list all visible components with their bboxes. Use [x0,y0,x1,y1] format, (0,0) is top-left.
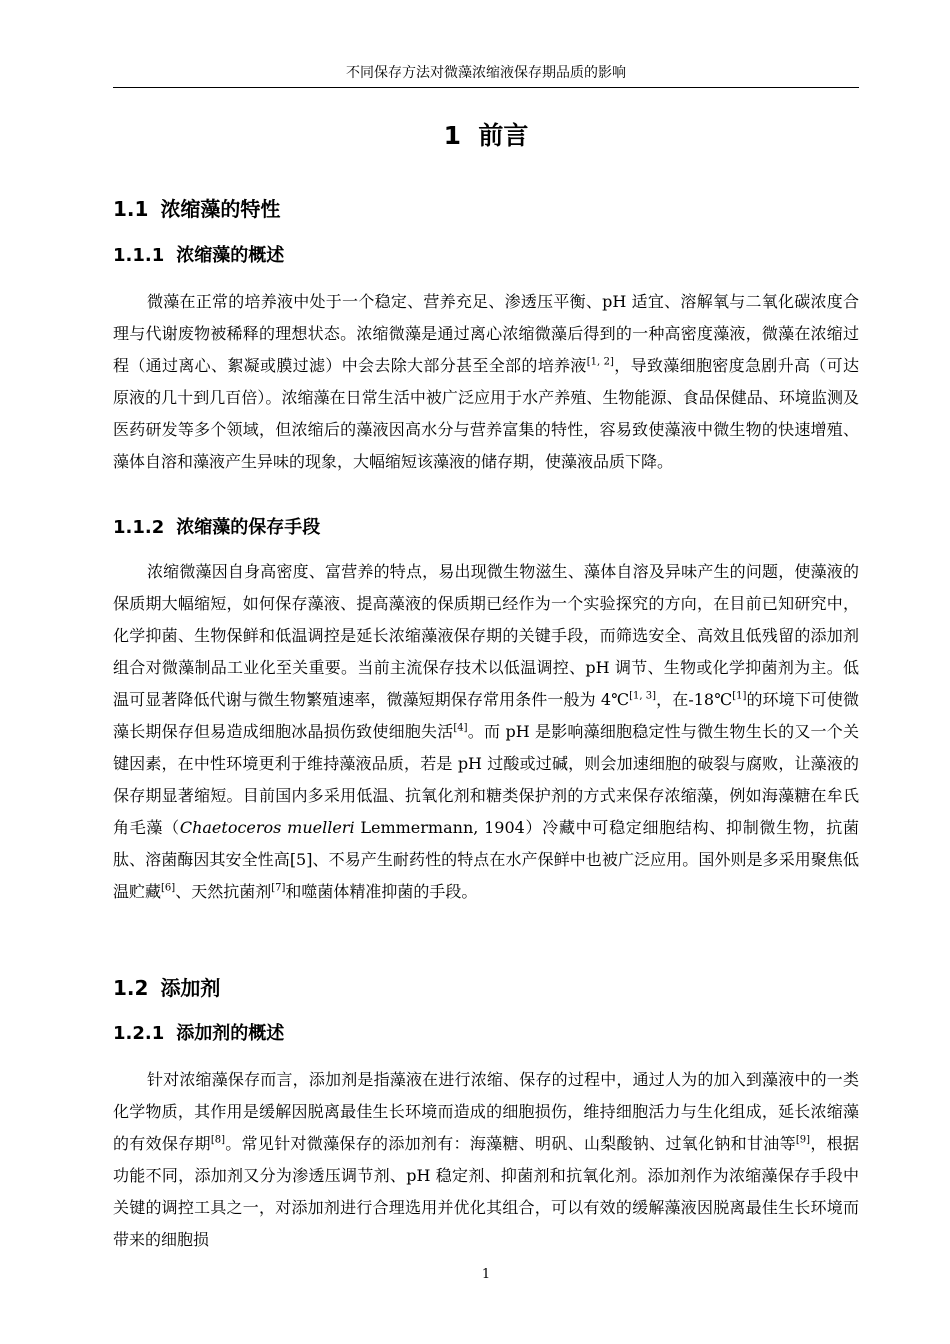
chapter-number: 1 [443,121,461,150]
section-heading-1-1 [113,194,280,224]
paragraph-text: Lemmermann, 1904）冷藏中可稳定细胞结构、抑制微生物，抗菌肽、溶菌酶因其安全性高[5]、不易产生耐药性的特点在水产保鲜中也被广泛应用。国外则是多采用聚焦低温贮藏 [113,818,859,901]
citation: [1] [732,690,747,702]
paragraph-1-1-1 [113,286,859,478]
paragraph-text: 的环境下可使微藻长期保存但易造成细胞冰晶损伤致使细胞失活 [113,690,859,741]
section-number: 1.1 [113,197,149,221]
page-number: 1 [481,1267,491,1282]
subsection-title: 浓缩藻的概述 [176,245,285,266]
subsection-heading-1-1-2 [113,514,320,542]
header-rule [113,87,859,88]
paragraph-text: 。常见针对微藻保存的添加剂有：海藻糖、明矾、山梨酸钠、过氧化钠和甘油等 [225,1134,796,1153]
citation: [7] [271,882,286,894]
citation: [4] [453,722,468,734]
paragraph-text: ，导致藻细胞密度急剧升高（可达原液的几十到几百倍）。浓缩藻在日常生活中被广泛应用于水产养殖、生物能源、食品保健品、环境监测及医药研发等多个领域，但浓缩后的藻液因高水分与营养富集的特性，容易致使藻液中微生物的快速增殖、藻体自溶和藻液产生异味的现象，大幅缩短该藻液的储存期，使藻液品质下降。 [113,356,859,471]
subsection-number: 1.2.1 [113,1023,165,1044]
paragraph-text: 、天然抗菌剂 [175,882,272,901]
section-heading-1-2 [113,973,220,1003]
paragraph-1-1-2 [113,556,859,908]
paragraph-text: ，在-18℃ [656,690,733,709]
citation: [6] [161,882,176,894]
paragraph-text: 针对浓缩藻保存而言，添加剂是指藻液在进行浓缩、保存的过程中，通过人为的加入到藻液中的一类化学物质，其作用是缓解因脱离最佳生长环境而造成的细胞损伤，维持细胞活力与生化组成，延长浓缩藻的有效保存期 [113,1070,859,1153]
subsection-heading-1-1-1 [113,242,284,270]
citation: [9] [795,1134,811,1146]
paragraph-text: 。而 pH 是影响藻细胞稳定性与微生物生长的又一个关键因素，在中性环境更利于维持藻液品质，若是 pH 过酸或过碱，则会加速细胞的破裂与腐败，让藻液的保存期显著缩短。目前国内多采用低温、抗氧化剂和糖类保护剂的方式来保存浓缩藻，例如海藻糖在牟氏角毛藻（ [113,722,859,837]
running-header: 不同保存方法对微藻浓缩液保存期品质的影响 [346,65,626,81]
paragraph-1-2-1 [113,1064,859,1256]
section-title: 添加剂 [160,976,221,1000]
paragraph-text: 和噬菌体精准抑菌的手段。 [285,882,478,901]
paragraph-text: 浓缩微藻因自身高密度、富营养的特点，易出现微生物滋生、藻体自溶及异味产生的问题，使藻液的保质期大幅缩短，如何保存藻液、提高藻液的保质期已经作为一个实验探究的方向，在目前已知研究中，化学抑菌、生物保鲜和低温调控是延长浓缩藻液保存期的关键手段，而筛选安全、高效且低残留的添加剂组合对微藻制品工业化至关重要。当前主流保存技术以低温调控、pH 调节、生物或化学抑菌剂为主。低温可显著降低代谢与微生物繁殖速率，微藻短期保存常用条件一般为 4℃ [113,562,859,709]
subsection-title: 添加剂的概述 [176,1023,285,1044]
chapter-title-text: 前言 [478,121,529,150]
citation: [1, 2] [586,356,614,368]
species-name: Chaetoceros muelleri [179,818,355,837]
subsection-number: 1.1.1 [113,245,165,266]
paragraph-text: ，根据功能不同，添加剂又分为渗透压调节剂、pH 稳定剂、抑菌剂和抗氧化剂。添加剂作为浓缩藻保存手段中关键的调控工具之一，对添加剂进行合理选用并优化其组合，可以有效的缓解藻液因脱离最佳生长环境而带来的细胞损 [113,1134,859,1249]
chapter-title [113,118,859,154]
subsection-number: 1.1.2 [113,517,165,538]
subsection-heading-1-2-1 [113,1020,284,1048]
section-title: 浓缩藻的特性 [160,197,281,221]
subsection-title: 浓缩藻的保存手段 [176,517,321,538]
citation: [8] [210,1134,225,1146]
paragraph-text: 微藻在正常的培养液中处于一个稳定、营养充足、渗透压平衡、pH 适宜、溶解氧与二氧化碳浓度合理与代谢废物被稀释的理想状态。浓缩微藻是通过离心浓缩微藻后得到的一种高密度藻液，微藻在浓缩过程（通过离心、絮凝或膜过滤）中会去除大部分甚至全部的培养液 [113,292,859,375]
section-number: 1.2 [113,976,149,1000]
citation: [1, 3] [629,690,657,702]
